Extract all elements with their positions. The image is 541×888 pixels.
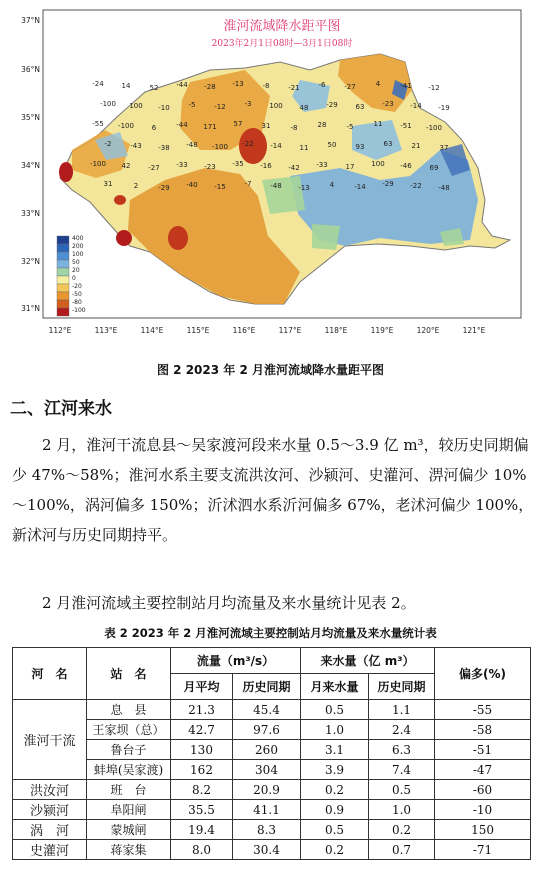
station-value: -35	[232, 160, 244, 168]
deviation: -47	[435, 760, 531, 780]
station-value: -8	[290, 124, 298, 132]
station-value: 57	[233, 120, 243, 128]
river-name: 淮河干流	[13, 700, 87, 780]
section-title: 二、江河来水	[10, 399, 112, 419]
river-name: 沙颍河	[13, 800, 87, 820]
station-value: -41	[400, 82, 412, 90]
volume: 0.5	[301, 820, 369, 840]
river-name: 涡 河	[13, 820, 87, 840]
table-row	[13, 820, 531, 840]
legend-swatch	[57, 276, 69, 284]
volume-hist: 1.0	[369, 800, 435, 820]
station-value: -100	[426, 124, 442, 132]
figure-caption: 图 2 2023 年 2 月淮河流域降水量距平图	[157, 363, 384, 377]
station-value: -42	[288, 164, 300, 172]
station-value: 2	[133, 182, 139, 190]
table-row	[13, 800, 531, 820]
station-value: 100	[129, 102, 143, 110]
station-value: -27	[148, 164, 160, 172]
flow-avg: 21.3	[171, 700, 233, 720]
river-name: 史灌河	[13, 840, 87, 860]
station-value: -14	[410, 102, 422, 110]
precipitation-anomaly-map	[0, 0, 541, 350]
station-value: 42	[121, 162, 131, 170]
flow-hist: 20.9	[233, 780, 301, 800]
station-name: 蒋家集	[87, 840, 171, 860]
station-value: -100	[100, 100, 116, 108]
header-vol-month: 月来水量	[301, 674, 369, 700]
station-value: 37	[439, 144, 449, 152]
latitude-axis	[21, 16, 40, 313]
station-value: -10	[158, 104, 170, 112]
station-name: 蚌埠(吴家渡)	[87, 760, 171, 780]
legend-swatch	[57, 236, 69, 244]
flow-hist: 45.4	[233, 700, 301, 720]
flow-hist: 30.4	[233, 840, 301, 860]
station-value: -51	[400, 122, 412, 130]
latitude-label: 34°N	[21, 161, 40, 170]
station-value: -33	[316, 161, 328, 169]
legend-swatch	[57, 284, 69, 292]
station-value: -23	[382, 100, 394, 108]
legend-label: 20	[72, 267, 80, 274]
station-name: 王家坝（总）	[87, 720, 171, 740]
station-value: -21	[288, 84, 300, 92]
station-value: -43	[130, 142, 142, 150]
flow-avg: 8.0	[171, 840, 233, 860]
station-value: -100	[90, 160, 106, 168]
legend-label: -50	[72, 291, 82, 298]
station-value: 14	[121, 82, 131, 90]
latitude-label: 32°N	[21, 257, 40, 266]
volume: 3.9	[301, 760, 369, 780]
header-station: 站 名	[87, 648, 171, 700]
legend-swatch	[57, 292, 69, 300]
station-value: -29	[382, 180, 394, 188]
legend-swatch	[57, 244, 69, 252]
latitude-label: 31°N	[21, 304, 40, 313]
header-flow-avg: 月平均	[171, 674, 233, 700]
volume: 3.1	[301, 740, 369, 760]
latitude-label: 37°N	[21, 16, 40, 25]
flow-hist: 41.1	[233, 800, 301, 820]
station-value: 93	[355, 143, 365, 151]
station-value: 100	[371, 160, 385, 168]
legend-label: 100	[72, 251, 84, 258]
station-value: 171	[203, 123, 217, 131]
station-value: 4	[329, 181, 335, 189]
longitude-label: 120°E	[416, 326, 440, 335]
header-flow-hist: 历史同期	[233, 674, 301, 700]
station-value: 69	[429, 164, 439, 172]
legend-label: -80	[72, 299, 82, 306]
station-value: 11	[299, 144, 309, 152]
station-value: 100	[269, 102, 283, 110]
legend-label: 0	[72, 275, 76, 282]
flow-hist: 304	[233, 760, 301, 780]
legend-label: 50	[72, 259, 80, 266]
station-name: 鲁台子	[87, 740, 171, 760]
table-row	[13, 740, 531, 760]
station-value: -13	[232, 80, 244, 88]
flow-avg: 19.4	[171, 820, 233, 840]
legend-swatch	[57, 260, 69, 268]
station-value: -12	[214, 103, 226, 111]
station-value: 28	[317, 121, 327, 129]
station-value: -100	[118, 122, 134, 130]
station-value: -29	[326, 101, 338, 109]
station-value: -22	[242, 140, 254, 148]
longitude-label: 117°E	[278, 326, 302, 335]
flow-avg: 35.5	[171, 800, 233, 820]
table-row	[13, 840, 531, 860]
station-value: -27	[344, 83, 356, 91]
flow-avg: 8.2	[171, 780, 233, 800]
map-title: 淮河流域降水距平图	[223, 19, 341, 34]
table-row	[13, 760, 531, 780]
station-value: -15	[214, 183, 226, 191]
volume: 1.0	[301, 720, 369, 740]
station-value: 4	[375, 80, 381, 88]
header-flow: 流量（m³/s）	[171, 648, 301, 674]
deviation: -71	[435, 840, 531, 860]
latitude-label: 35°N	[21, 113, 40, 122]
flow-hist: 97.6	[233, 720, 301, 740]
flow-avg: 130	[171, 740, 233, 760]
station-value: -48	[438, 184, 450, 192]
station-name: 息 县	[87, 700, 171, 720]
station-value: -22	[410, 182, 422, 190]
flow-avg: 42.7	[171, 720, 233, 740]
station-value: -24	[92, 80, 104, 88]
legend-swatch	[57, 300, 69, 308]
flow-avg: 162	[171, 760, 233, 780]
station-value: -14	[270, 142, 282, 150]
legend-label: 400	[72, 235, 84, 242]
station-flow-table	[12, 647, 531, 860]
station-value: -44	[176, 81, 188, 89]
longitude-label: 121°E	[462, 326, 486, 335]
deviation: -60	[435, 780, 531, 800]
volume-hist: 0.7	[369, 840, 435, 860]
longitude-label: 116°E	[232, 326, 256, 335]
map-subtitle: 2023年2月1日08时—3月1日08时	[211, 39, 353, 49]
paragraph-inflow: 2 月，淮河干流息县～吴家渡河段来水量 0.5～3.9 亿 m³，较历史同期偏少 47%～58%；淮河水系主要支流洪汝河、沙颍河、史灌河、淠河偏少 10%～100%，涡河偏多 150%；沂沭泗水系沂河偏多 67%，老沭河偏少 100%，新沭河与历史同期持平。	[12, 436, 534, 544]
station-name: 阜阳闸	[87, 800, 171, 820]
longitude-label: 112°E	[48, 326, 72, 335]
longitude-label: 115°E	[186, 326, 210, 335]
flow-hist: 260	[233, 740, 301, 760]
station-value: -29	[158, 184, 170, 192]
header-vol-hist: 历史同期	[369, 674, 435, 700]
latitude-label: 33°N	[21, 209, 40, 218]
deviation: -51	[435, 740, 531, 760]
table-row	[13, 780, 531, 800]
station-value: -19	[438, 104, 450, 112]
station-value: 17	[345, 163, 355, 171]
legend-label: -20	[72, 283, 82, 290]
station-value: -33	[176, 161, 188, 169]
volume: 0.9	[301, 800, 369, 820]
flow-hist: 8.3	[233, 820, 301, 840]
station-value: 48	[299, 104, 309, 112]
deviation: 150	[435, 820, 531, 840]
station-value: -48	[270, 182, 282, 190]
legend-swatch	[57, 268, 69, 276]
table-row	[13, 700, 531, 720]
station-value: -55	[92, 120, 104, 128]
station-value: -38	[158, 144, 170, 152]
volume-hist: 0.2	[369, 820, 435, 840]
longitude-axis	[49, 326, 486, 335]
station-value: -16	[260, 162, 272, 170]
station-value: -14	[354, 183, 366, 191]
station-value: 11	[373, 120, 383, 128]
station-value: 63	[383, 140, 393, 148]
header-deviation: 偏多(%)	[435, 648, 531, 700]
station-value: -100	[212, 143, 228, 151]
station-value: -44	[176, 121, 188, 129]
station-value: -3	[244, 100, 252, 108]
volume: 0.2	[301, 780, 369, 800]
volume: 0.2	[301, 840, 369, 860]
deviation: -58	[435, 720, 531, 740]
deviation: -55	[435, 700, 531, 720]
paragraph-table-ref: 2 月淮河流域主要控制站月均流量及来水量统计见表 2。	[42, 594, 416, 612]
station-name: 班 台	[87, 780, 171, 800]
station-value: -13	[298, 184, 310, 192]
legend-swatch	[57, 252, 69, 260]
river-name: 洪汝河	[13, 780, 87, 800]
volume-hist: 0.5	[369, 780, 435, 800]
latitude-label: 36°N	[21, 65, 40, 74]
deviation: -10	[435, 800, 531, 820]
volume: 0.5	[301, 700, 369, 720]
station-value: -7	[244, 180, 252, 188]
header-river: 河 名	[13, 648, 87, 700]
station-value: 63	[355, 103, 365, 111]
station-value: 31	[103, 180, 113, 188]
station-value: -28	[204, 83, 216, 91]
station-value: 21	[411, 142, 421, 150]
station-value: 50	[327, 141, 337, 149]
table-row	[13, 720, 531, 740]
table-caption: 表 2 2023 年 2 月淮河流域主要控制站月均流量及来水量统计表	[104, 626, 437, 640]
station-value: -2	[104, 140, 112, 148]
station-value: -40	[186, 181, 198, 189]
station-value: 31	[261, 122, 271, 130]
station-value: -23	[204, 163, 216, 171]
station-value: -5	[188, 101, 196, 109]
station-value: -8	[262, 82, 270, 90]
volume-hist: 6.3	[369, 740, 435, 760]
volume-hist: 1.1	[369, 700, 435, 720]
volume-hist: 2.4	[369, 720, 435, 740]
legend-label: 200	[72, 243, 84, 250]
legend-label: -100	[72, 307, 86, 314]
legend-swatch	[57, 308, 69, 316]
longitude-label: 119°E	[370, 326, 394, 335]
station-value: -12	[428, 84, 440, 92]
station-value: 6	[151, 124, 157, 132]
station-value: -5	[346, 123, 354, 131]
station-value: 52	[149, 84, 159, 92]
header-volume: 来水量（亿 m³）	[301, 648, 435, 674]
station-value: -6	[318, 81, 326, 89]
longitude-label: 118°E	[324, 326, 348, 335]
volume-hist: 7.4	[369, 760, 435, 780]
longitude-label: 114°E	[140, 326, 164, 335]
station-name: 蒙城闸	[87, 820, 171, 840]
station-value: -48	[186, 141, 198, 149]
station-value: -46	[400, 162, 412, 170]
longitude-label: 113°E	[94, 326, 118, 335]
